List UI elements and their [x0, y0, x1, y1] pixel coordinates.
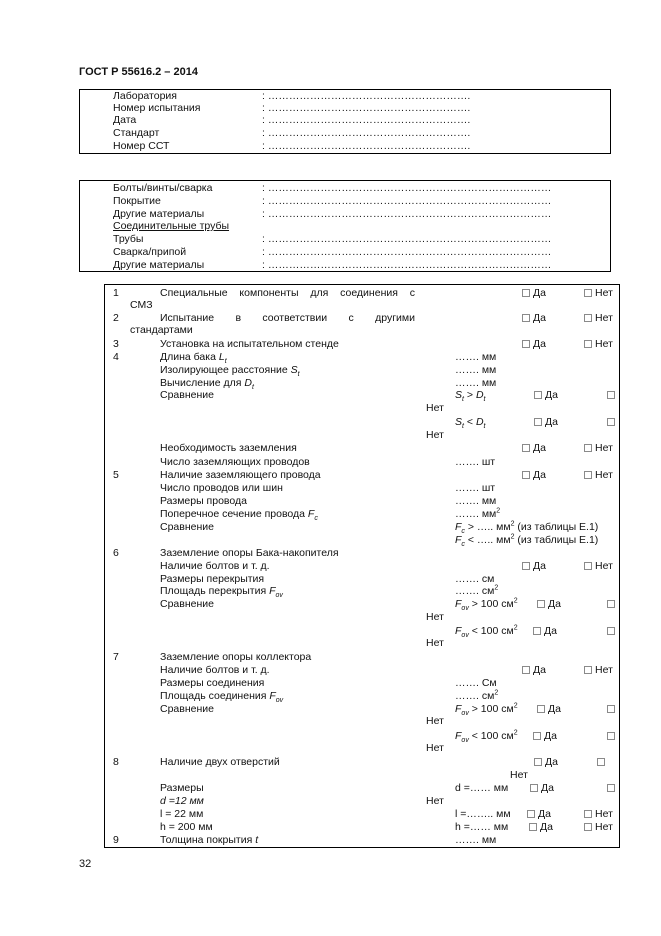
- item-text: Число проводов или шин: [160, 482, 283, 494]
- item-text: Наличие болтов и т. д.: [160, 664, 270, 676]
- checkbox-icon[interactable]: [584, 810, 592, 818]
- welding-label: Сварка/припой: [113, 246, 187, 258]
- item-text: стандартами: [130, 324, 193, 336]
- value-field: ……. мм: [455, 351, 497, 363]
- comparison: $F_c$ > ….. $мм^2$ (из таблицы Е.1): [455, 520, 599, 536]
- other-materials-2-field: : ………………………………………………………………………: [262, 259, 552, 271]
- item-text: Толщина покрытия t: [160, 834, 259, 846]
- item-text: Сравнение: [160, 703, 214, 715]
- yes-option[interactable]: Да: [530, 782, 554, 794]
- no-option[interactable]: Нет: [584, 808, 613, 820]
- no-option[interactable]: Нет: [584, 442, 613, 454]
- comparison: $F_{ov} < 100$ $см^2$: [455, 624, 518, 640]
- checkbox-icon[interactable]: [607, 600, 615, 608]
- test-number-label: Номер испытания: [113, 102, 201, 114]
- item-number: 5: [113, 469, 119, 481]
- no-label: Нет: [426, 402, 444, 414]
- date-label: Дата: [113, 114, 137, 126]
- value-field: ……. $см^2$: [455, 584, 499, 597]
- comparison: $S_t > D_t$: [455, 389, 486, 404]
- other-materials-label: Другие материалы: [113, 208, 205, 220]
- checkbox-icon[interactable]: [522, 340, 530, 348]
- no-option[interactable]: Нет: [584, 469, 613, 481]
- yes-option[interactable]: Да: [534, 756, 558, 768]
- no-label: Нет: [426, 742, 444, 754]
- checkbox-icon[interactable]: [522, 314, 530, 322]
- yes-option[interactable]: Да: [537, 703, 561, 715]
- checkbox-icon[interactable]: [584, 471, 592, 479]
- value-field: ……. $мм^2$: [455, 507, 501, 520]
- coating-label: Покрытие: [113, 195, 161, 207]
- checkbox-icon[interactable]: [522, 471, 530, 479]
- item-text: Число заземляющих проводов: [160, 456, 310, 468]
- checkbox-icon[interactable]: [607, 705, 615, 713]
- no-option[interactable]: Нет: [584, 312, 613, 324]
- yes-option[interactable]: Да: [522, 560, 546, 572]
- no-option[interactable]: Нет: [584, 287, 613, 299]
- item-number: 3: [113, 338, 119, 350]
- value-field: ……. $см^2$: [455, 689, 499, 702]
- value-field: ……. мм: [455, 377, 497, 389]
- value-field: ……. См: [455, 677, 497, 689]
- no-label: Нет: [426, 611, 444, 623]
- no-label: Нет: [426, 715, 444, 727]
- checkbox-icon[interactable]: [522, 562, 530, 570]
- item-text: d =12 мм: [160, 795, 204, 807]
- yes-option[interactable]: Да: [522, 287, 546, 299]
- item-text: Размеры провода: [160, 495, 247, 507]
- checkbox-icon[interactable]: [533, 627, 541, 635]
- yes-option[interactable]: Да: [537, 598, 561, 610]
- item-text: Площадь перекрытия $F_{ov}$: [160, 585, 283, 600]
- no-checkbox[interactable]: [607, 730, 618, 742]
- bolts-field: : ………………………………………………………………………: [262, 182, 552, 194]
- yes-option[interactable]: Да: [522, 469, 546, 481]
- no-label: Нет: [426, 429, 444, 441]
- checkbox-icon[interactable]: [534, 391, 542, 399]
- pipes-label: Трубы: [113, 233, 144, 245]
- welding-field: : ………………………………………………………………………: [262, 246, 552, 258]
- item-text: Специальные компоненты для соединения с: [160, 287, 415, 299]
- checkbox-icon[interactable]: [584, 444, 592, 452]
- checkbox-icon[interactable]: [597, 758, 605, 766]
- item-number: 1: [113, 287, 119, 299]
- checkbox-icon[interactable]: [534, 418, 542, 426]
- checkbox-icon[interactable]: [584, 340, 592, 348]
- no-label: Нет: [510, 769, 528, 781]
- value-field: d =…… мм: [455, 782, 509, 794]
- bolts-label: Болты/винты/сварка: [113, 182, 213, 194]
- yes-option[interactable]: Да: [533, 625, 557, 637]
- item-number: 7: [113, 651, 119, 663]
- comparison: $F_{ov} < 100$ $см^2$: [455, 729, 518, 745]
- yes-option[interactable]: Да: [533, 730, 557, 742]
- value-field: ……. мм: [455, 364, 497, 376]
- test-number-field: : ………………………………………………….: [262, 102, 471, 114]
- value-field: ……. мм: [455, 834, 497, 846]
- checkbox-icon[interactable]: [584, 562, 592, 570]
- checkbox-icon[interactable]: [584, 314, 592, 322]
- value-field: h =…… мм: [455, 821, 509, 833]
- yes-option[interactable]: Да: [522, 664, 546, 676]
- checkbox-icon[interactable]: [530, 784, 538, 792]
- item-number: 2: [113, 312, 119, 324]
- date-field: : ………………………………………………….: [262, 114, 471, 126]
- checkbox-icon[interactable]: [522, 289, 530, 297]
- other-materials-field: : ………………………………………………………………………: [262, 208, 552, 220]
- yes-option[interactable]: Да: [522, 312, 546, 324]
- item-text: Размеры: [160, 782, 204, 794]
- no-label: Нет: [426, 637, 444, 649]
- item-text: Площадь соединения $F_{ov}$: [160, 690, 284, 705]
- yes-option[interactable]: Да: [534, 416, 558, 428]
- sst-number-label: Номер ССТ: [113, 140, 170, 152]
- item-text: Размеры перекрытия: [160, 573, 265, 585]
- item-text: Наличие болтов и т. д.: [160, 560, 270, 572]
- item-text: l = 22 мм: [160, 808, 204, 820]
- item-text: Наличие заземляющего провода: [160, 469, 321, 481]
- standard-label: Стандарт: [113, 127, 160, 139]
- item-number: 8: [113, 756, 119, 768]
- sst-number-field: : ………………………………………………….: [262, 140, 471, 152]
- item-number: 6: [113, 547, 119, 559]
- value-field: ……. мм: [455, 495, 497, 507]
- item-text: Поперечное сечение провода $F_c$: [160, 508, 318, 523]
- item-number: 4: [113, 351, 119, 363]
- yes-option[interactable]: Да: [534, 389, 558, 401]
- comparison: $F_c$ < ….. $мм^2$ (из таблицы Е.1): [455, 533, 599, 549]
- yes-option[interactable]: Да: [522, 338, 546, 350]
- checkbox-icon[interactable]: [584, 666, 592, 674]
- comparison: $F_{ov} > 100$ $см^2$: [455, 597, 518, 613]
- item-text: Испытание в соответствии с другими: [160, 312, 415, 324]
- checkbox-icon[interactable]: [607, 627, 615, 635]
- item-text: Необходимость заземления: [160, 442, 297, 454]
- other-materials-2-label: Другие материалы: [113, 259, 205, 271]
- yes-option[interactable]: Да: [527, 808, 551, 820]
- value-field: ……. шт: [455, 482, 496, 494]
- no-checkbox[interactable]: [607, 389, 618, 401]
- item-text: Сравнение: [160, 389, 214, 401]
- checkbox-icon[interactable]: [533, 732, 541, 740]
- item-text: Наличие двух отверстий: [160, 756, 280, 768]
- item-text: Изолирующее расстояние $S_t$: [160, 364, 300, 379]
- no-option[interactable]: Нет: [584, 560, 613, 572]
- checkbox-icon[interactable]: [527, 810, 535, 818]
- value-field: l =…….. мм: [455, 808, 511, 820]
- no-checkbox[interactable]: [607, 782, 618, 794]
- item-text: Заземление опоры коллектора: [160, 651, 312, 663]
- item-text: Сравнение: [160, 521, 214, 533]
- item-text: Заземление опоры Бака-накопителя: [160, 547, 339, 559]
- yes-option[interactable]: Да: [522, 442, 546, 454]
- no-checkbox[interactable]: [607, 703, 618, 715]
- checkbox-icon[interactable]: [607, 732, 615, 740]
- checkbox-icon[interactable]: [584, 289, 592, 297]
- no-option[interactable]: Нет: [584, 821, 613, 833]
- no-checkbox[interactable]: [607, 625, 618, 637]
- no-option[interactable]: Нет: [584, 664, 613, 676]
- connecting-pipes-heading: Соединительные трубы: [113, 220, 230, 232]
- item-text: h = 200 мм: [160, 821, 213, 833]
- comparison: $F_{ov} > 100$ $см^2$: [455, 702, 518, 718]
- value-field: ……. шт: [455, 456, 496, 468]
- checkbox-icon[interactable]: [537, 600, 545, 608]
- item-text: Сравнение: [160, 598, 214, 610]
- standard-field: : ………………………………………………….: [262, 127, 471, 139]
- checkbox-icon[interactable]: [607, 784, 615, 792]
- item-text: Вычисление для $D_t$: [160, 377, 254, 392]
- yes-option[interactable]: Да: [529, 821, 553, 833]
- no-checkbox[interactable]: [607, 416, 618, 428]
- checkbox-icon[interactable]: [607, 418, 615, 426]
- checkbox-icon[interactable]: [529, 823, 537, 831]
- checkbox-icon[interactable]: [522, 666, 530, 674]
- no-label: Нет: [426, 795, 444, 807]
- item-text: СМЗ: [130, 299, 153, 311]
- checkbox-icon[interactable]: [537, 705, 545, 713]
- no-option[interactable]: Нет: [584, 338, 613, 350]
- checkbox-icon[interactable]: [534, 758, 542, 766]
- checkbox-icon[interactable]: [584, 823, 592, 831]
- value-field: ……. см: [455, 573, 495, 585]
- pipes-field: : ………………………………………………………………………: [262, 233, 552, 245]
- checkbox-icon[interactable]: [607, 391, 615, 399]
- item-text: Длина бака $L_t$: [160, 351, 227, 366]
- no-checkbox[interactable]: [597, 756, 608, 768]
- no-checkbox[interactable]: [607, 598, 618, 610]
- checkbox-icon[interactable]: [522, 444, 530, 452]
- document-header: ГОСТ Р 55616.2 – 2014: [79, 66, 198, 78]
- item-number: 9: [113, 834, 119, 846]
- lab-field: : ………………………………………………….: [262, 90, 471, 102]
- coating-field: : ………………………………………………………………………: [262, 195, 552, 207]
- item-text: Установка на испытательном стенде: [160, 338, 339, 350]
- lab-label: Лаборатория: [113, 90, 177, 102]
- item-text: Размеры соединения: [160, 677, 265, 689]
- comparison: $S_t < D_t$: [455, 416, 486, 431]
- page-number: 32: [79, 858, 92, 870]
